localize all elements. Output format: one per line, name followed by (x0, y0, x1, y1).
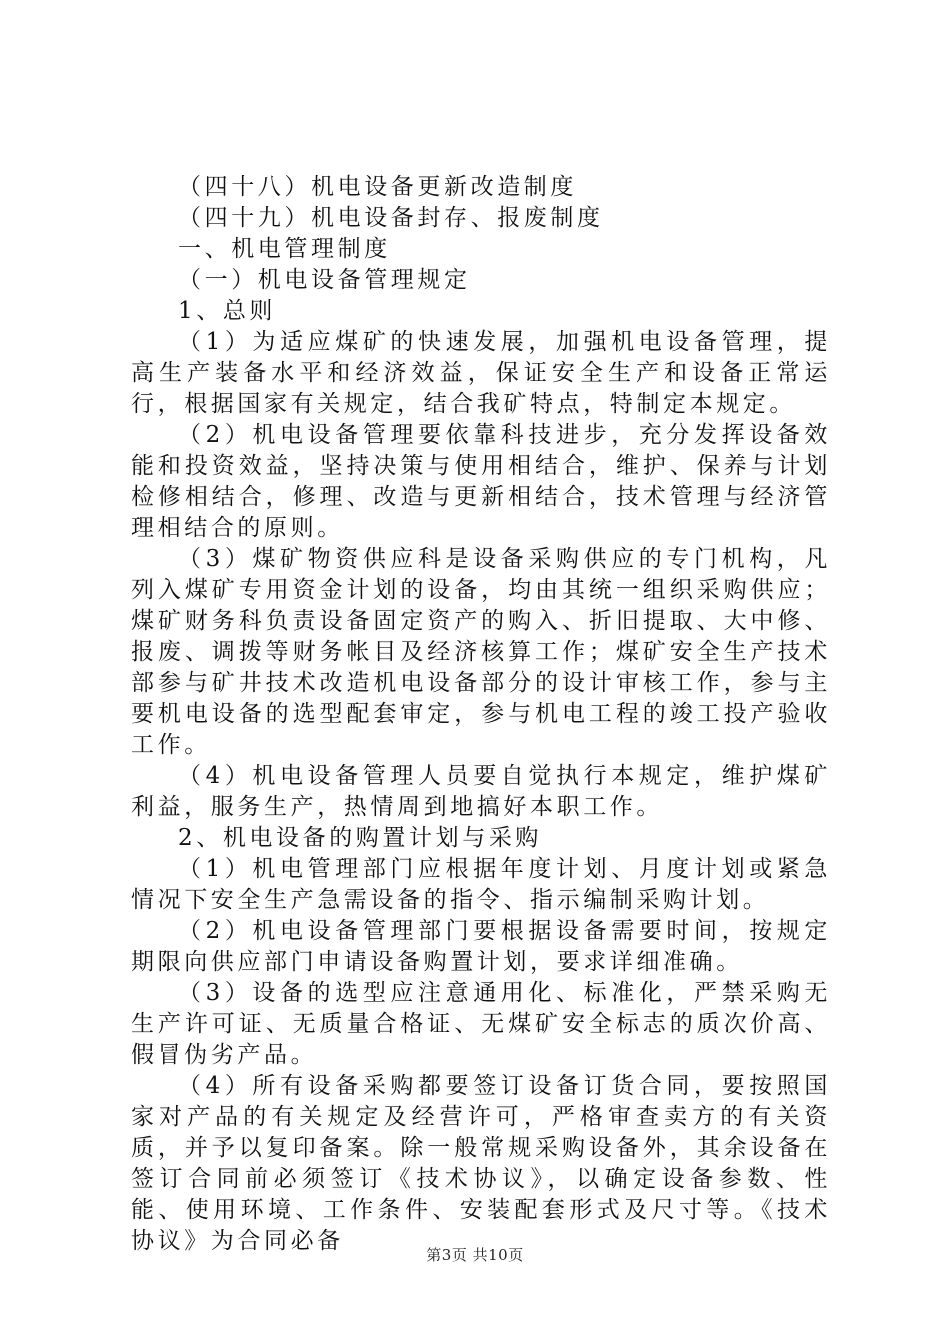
paragraph-general-4: （4）机电设备管理人员要自觉执行本规定，维护煤矿利益，服务生产，热情周到地搞好本职工作。 (131, 763, 831, 820)
paragraph-purchase-2: （2）机电设备管理部门要根据设备需要时间，按规定期限向供应部门申请设备购置计划，要求详细准确。 (131, 918, 831, 975)
paragraph-purchase-4: （4）所有设备采购都要签订设备订货合同，要按照国家对产品的有关规定及经营许可，严格审查卖方的有关资质，并予以复印备案。除一般常规采购设备外，其余设备在签订合同前必须签订《技术协议》，以确定设备参数、性能、使用环境、工作条件、安装配套形式及尺寸等。《技术协议》为合同必备 (131, 1073, 831, 1254)
paragraph-purchase-1: （1）机电管理部门应根据年度计划、月度计划或紧急情况下安全生产急需设备的指令、指示编制采购计划。 (131, 856, 831, 913)
heading-purchase-plan: 2、机电设备的购置计划与采购 (178, 825, 543, 851)
document-body (131, 172, 831, 1257)
section-heading-management-system: 一、机电管理制度 (178, 236, 391, 262)
paragraph-48-update-system: （四十八）机电设备更新改造制度 (178, 174, 577, 200)
heading-general-principles: 1、总则 (178, 298, 277, 324)
paragraph-general-2: （2）机电设备管理要依靠科技进步，充分发挥设备效能和投资效益，坚持决策与使用相结合，维护、保养与计划检修相结合，修理、改造与更新相结合，技术管理与经济管理相结合的原则。 (131, 422, 831, 541)
paragraph-general-3: （3）煤矿物资供应科是设备采购供应的专门机构，凡列入煤矿专用资金计划的设备，均由其统一组织采购供应；煤矿财务科负责设备固定资产的购入、折旧提取、大中修、报废、调拨等财务帐目及经济核算工作；煤矿安全生产技术部参与矿井技术改造机电设备部分的设计审核工作，参与主要机电设备的选型配套审定，参与机电工程的竣工投产验收工作。 (131, 546, 831, 758)
subsection-heading-equipment-rules: （一）机电设备管理规定 (178, 267, 471, 293)
page-footer: 第3页 共10页 (426, 1246, 524, 1264)
paragraph-49-scrap-system: （四十九）机电设备封存、报废制度 (178, 205, 604, 231)
paragraph-purchase-3: （3）设备的选型应注意通用化、标准化，严禁采购无生产许可证、无质量合格证、无煤矿安全标志的质次价高、假冒伪劣产品。 (131, 980, 831, 1068)
paragraph-general-1: （1）为适应煤矿的快速发展，加强机电设备管理，提高生产装备水平和经济效益，保证安全生产和设备正常运行，根据国家有关规定，结合我矿特点，特制定本规定。 (131, 329, 831, 417)
